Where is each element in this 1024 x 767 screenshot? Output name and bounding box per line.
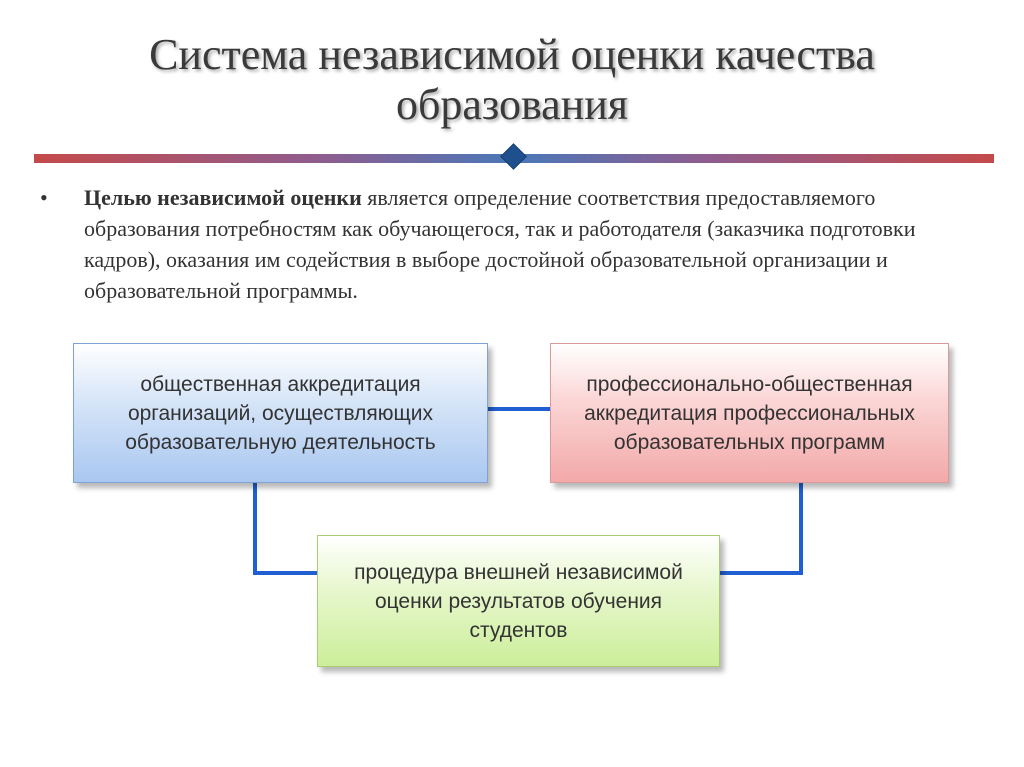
- bullet-body: является определение соответствия предоставляемого образования потребностям как обучающегося, так и работодателя (заказчика подготовки кадров), оказания им содействия в выборе достойной образовательной организации и образовательной программы.: [84, 185, 916, 303]
- external-assessment-label: процедура внешней независимой оценки результатов обучения студентов: [354, 560, 683, 642]
- connector-right: [720, 483, 801, 573]
- connector-left: [255, 483, 317, 573]
- title-divider: [34, 148, 994, 168]
- bullet-text: [84, 182, 944, 306]
- professional-accreditation-label: профессионально-общественная аккредитация профессиональных образовательных программ: [584, 372, 915, 454]
- professional-accreditation-box: [550, 343, 949, 483]
- bullet-marker: •: [40, 185, 48, 210]
- public-accreditation-label: общественная аккредитация организаций, осуществляющих образовательную деятельность: [125, 372, 436, 454]
- bullet-bold-lead: Целью независимой оценки: [84, 185, 362, 210]
- public-accreditation-box: [73, 343, 488, 483]
- external-assessment-box: [317, 535, 720, 667]
- diamond-icon: [501, 144, 525, 168]
- slide-title: Система независимой оценки качества образования: [149, 30, 875, 129]
